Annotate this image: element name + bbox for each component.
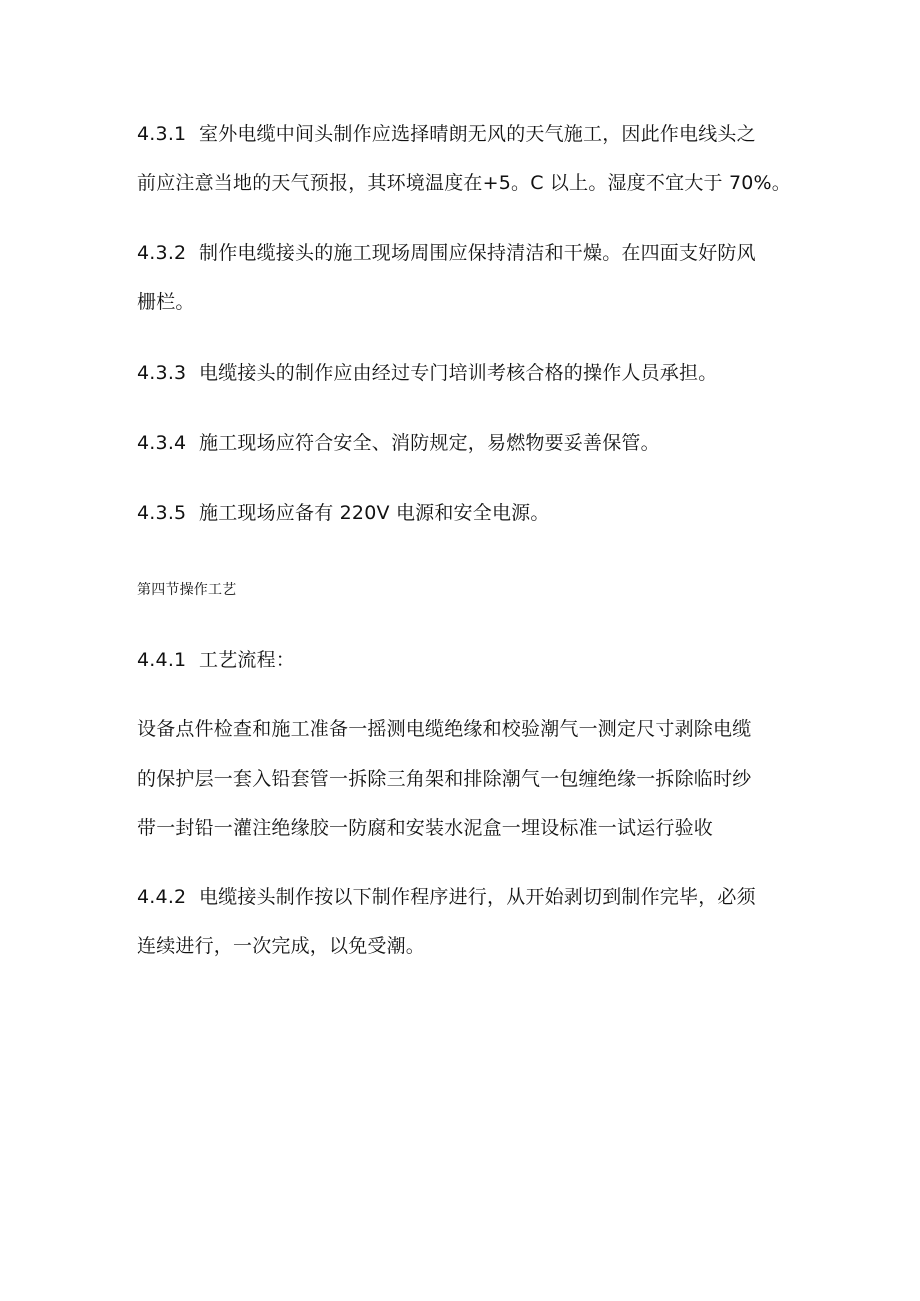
clause-text: 电缆接头制作按以下制作程序进行，从开始剥切到制作完毕，必须	[199, 886, 756, 908]
clause-text: 栅栏。	[137, 291, 195, 313]
paragraph-4-4-1	[137, 647, 295, 673]
section-heading: 第四节操作工艺	[137, 582, 237, 598]
clause-text: 电缆接头的制作应由经过专门培训考核合格的操作人员承担。	[199, 362, 718, 384]
clause-text: 连续进行，一次完成，以免受潮。	[137, 935, 426, 957]
process-flow-line-3: 带一封铅一灌注绝缘胶一防腐和安装水泥盒一埋设标准一试运行验收	[137, 817, 714, 839]
clause-number: 4.4.2	[137, 886, 187, 908]
clause-number: 4.3.4	[137, 432, 187, 454]
clause-text: 制作电缆接头的施工现场周围应保持清洁和干燥。在四面支好防风	[199, 242, 756, 264]
clause-number: 4.3.1	[137, 123, 187, 145]
clause-text: 前应注意当地的天气预报，其环境温度在+5。C 以上。湿度不宜大于 70%。	[137, 172, 791, 194]
clause-number: 4.3.2	[137, 242, 187, 264]
clause-number: 4.4.1	[137, 649, 187, 671]
clause-text: 工艺流程：	[199, 649, 296, 671]
clause-number: 4.3.3	[137, 362, 187, 384]
process-flow-line-1: 设备点件检查和施工准备一摇测电缆绝缘和校验潮气一测定尺寸剥除电缆	[137, 718, 752, 740]
paragraph-4-4-2-line-2	[137, 933, 425, 959]
paragraph-4-3-4	[137, 430, 660, 456]
process-flow-line-2: 的保护层一套入铅套管一拆除三角架和排除潮气一包缠绝缘一拆除临时纱	[137, 768, 752, 790]
clause-text: 施工现场应符合安全、消防规定，易燃物要妥善保管。	[199, 432, 660, 454]
paragraph-4-3-1-line-2	[137, 170, 791, 196]
paragraph-4-3-3	[137, 360, 717, 386]
paragraph-4-3-2-line-1	[137, 240, 756, 266]
clause-number: 4.3.5	[137, 502, 187, 524]
paragraph-4-3-1-line-1	[137, 121, 756, 147]
paragraph-4-3-2-line-2	[137, 289, 195, 315]
paragraph-4-3-5	[137, 500, 550, 526]
paragraph-4-4-2-line-1	[137, 884, 756, 910]
clause-text: 施工现场应备有 220V 电源和安全电源。	[199, 502, 550, 524]
clause-text: 室外电缆中间头制作应选择晴朗无风的天气施工，因此作电线头之	[199, 123, 756, 145]
